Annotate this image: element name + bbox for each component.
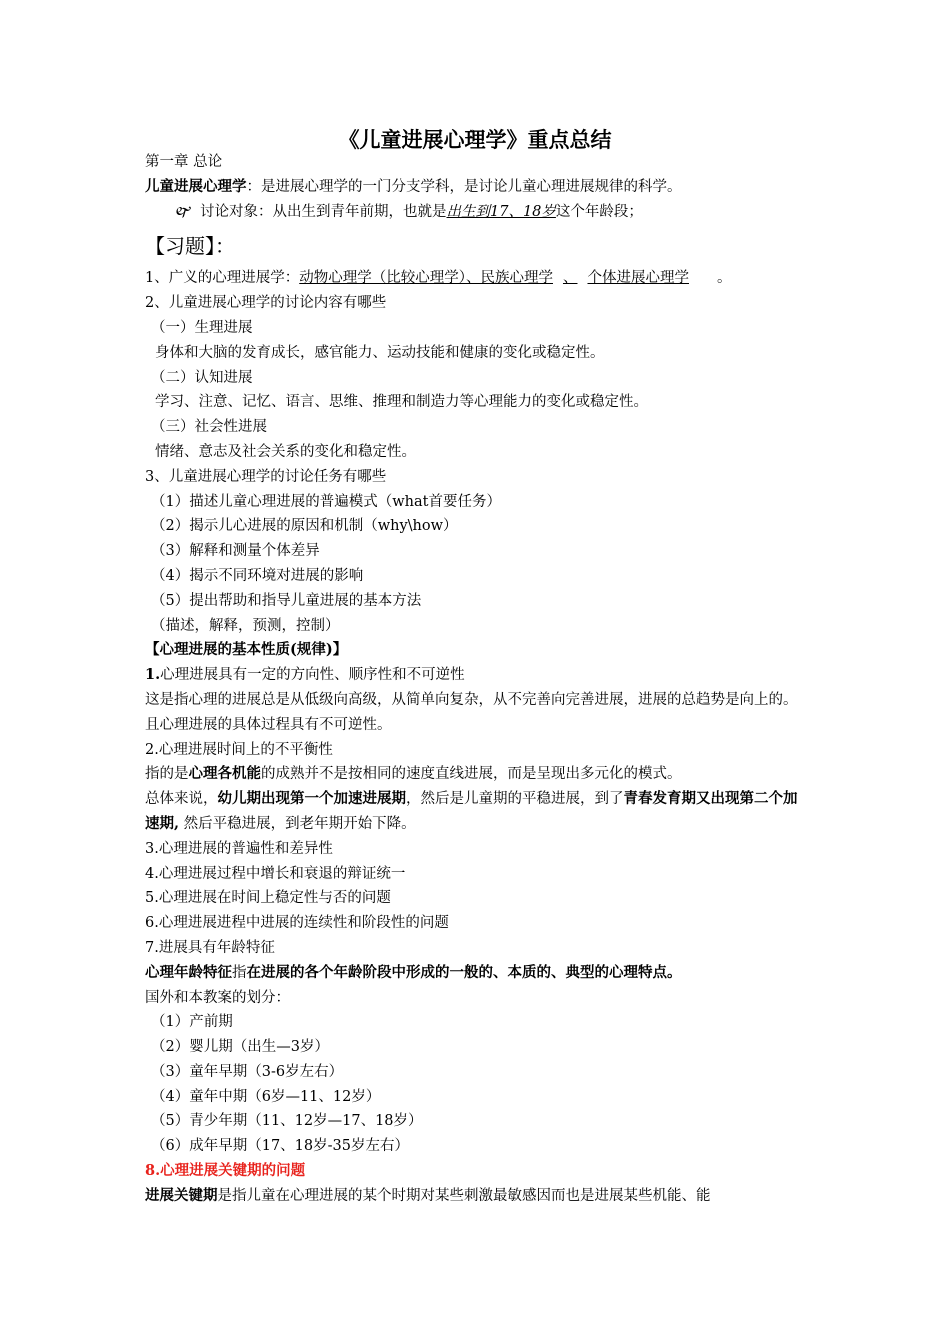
critical-period-definition: 进展关键期是指儿童在心理进展的某个时期对某些刺激最敏感因而也是进展某些机能、能 [145,1186,711,1204]
nature-2-summary: 总体来说，幼儿期出现第一个加速进展期，然后是儿童期的平稳进展，到了青春发育期又出现第二个加速期, 然后平稳进展，到老年期开始下降。 [145,790,798,832]
document-body [145,150,810,1209]
research-object-line: 🙰 讨论对象：从出生到青年前期，也就是出生到17、18岁这个年龄段； [145,200,810,225]
definition-line [145,175,810,200]
answer-1: 动物心理学（比较心理学） [299,270,466,287]
list-item: （3）童年早期（3-6岁左右） [151,1063,344,1080]
section-physical-desc: 身体和大脑的发育成长，感官能力、运动技能和健康的变化或稳定性。 [155,344,605,361]
nature-3: 3.心理进展的普遍性和差异性 [145,840,333,857]
list-item: （2）揭示儿心进展的原因和机制（why\how） [151,518,458,535]
nature-6: 6.心理进展进程中进展的连续性和阶段性的问题 [145,915,449,932]
list-item: （4）揭示不同环境对进展的影响 [151,567,364,584]
nature-1-desc: 这是指心理的进展总是从低级向高级，从简单向复杂，从不完善向完善进展，进展的总趋势是向上的。且心理进展的具体过程具有不可逆性。 [145,691,798,733]
nature-7: 7.进展具有年龄特征 [145,939,275,956]
nature-5: 5.心理进展在时间上稳定性与否的问题 [145,890,391,907]
list-item: （2）婴儿期（出生—3岁） [151,1039,329,1056]
age-range-underlined: 出生到17、18岁 [446,203,556,220]
nature-1-title: 1.心理进展具有一定的方向性、顺序性和不可逆性 [145,666,465,684]
nature-heading: 【心理进展的基本性质(规律)】 [145,641,348,659]
list-item: （4）童年中期（6岁—11、12岁） [151,1088,381,1105]
nature-8-heading: 8.心理进展关键期的问题 [145,1162,306,1180]
section-cognitive-desc: 学习、注意、记忆、语言、思维、推理和制造力等心理能力的变化或稳定性。 [155,394,648,411]
definition-term: 儿童进展心理学 [145,177,247,195]
answer-2: 民族心理学 [480,270,553,287]
list-item: （5）青少年期（11、12岁—17、18岁） [151,1113,423,1130]
list-item: （5）提出帮助和指导儿童进展的基本方法 [151,592,422,609]
nature-2-desc: 指的是心理各机能的成熟并不是按相同的速度直线进展，而是呈现出多元化的模式。 [145,765,682,783]
question-3: 3、儿童进展心理学的讨论任务有哪些 [145,468,387,485]
section-physical: （一）生理进展 [151,319,253,336]
section-social: （三）社会性进展 [151,419,267,436]
list-item: （1）产前期 [151,1014,233,1031]
question-1: 1、广义的心理进展学：动物心理学（比较心理学）、民族心理学 、 个体进展心理学 。 [145,270,732,287]
list-item: （6）成年早期（17、18岁-35岁左右） [151,1138,409,1155]
task-summary: （描述，解释，预测，控制） [151,617,340,634]
age-feature-definition: 心理年龄特征指在进展的各个年龄阶段中形成的一般的、本质的、典型的心理特点。 [145,963,682,981]
list-item: （3）解释和测量个体差异 [151,543,320,560]
question-2: 2、儿童进展心理学的讨论内容有哪些 [145,295,387,312]
list-item: （1）描述儿童心理进展的普遍模式（what首要任务） [151,493,501,510]
nature-2-title: 2.心理进展时间上的不平衡性 [145,741,333,758]
section-social-desc: 情绪、意志及社会关系的变化和稳定性。 [155,443,416,460]
definition-text: ：是进展心理学的一门分支学科，是讨论儿童心理进展规律的科学。 [246,178,682,195]
answer-3: 个体进展心理学 [587,270,689,287]
nature-4: 4.心理进展过程中增长和衰退的辩证统一 [145,865,406,882]
stage-division-label: 国外和本教案的划分： [145,989,290,1006]
bullet-icon: 🙰 [174,203,193,220]
exercise-heading: 【习题】： [145,234,235,259]
chapter-heading: 第一章 总论 [145,154,223,170]
document-title: 《儿童进展心理学》重点总结 [338,128,612,152]
section-cognitive: （二）认知进展 [151,369,253,386]
